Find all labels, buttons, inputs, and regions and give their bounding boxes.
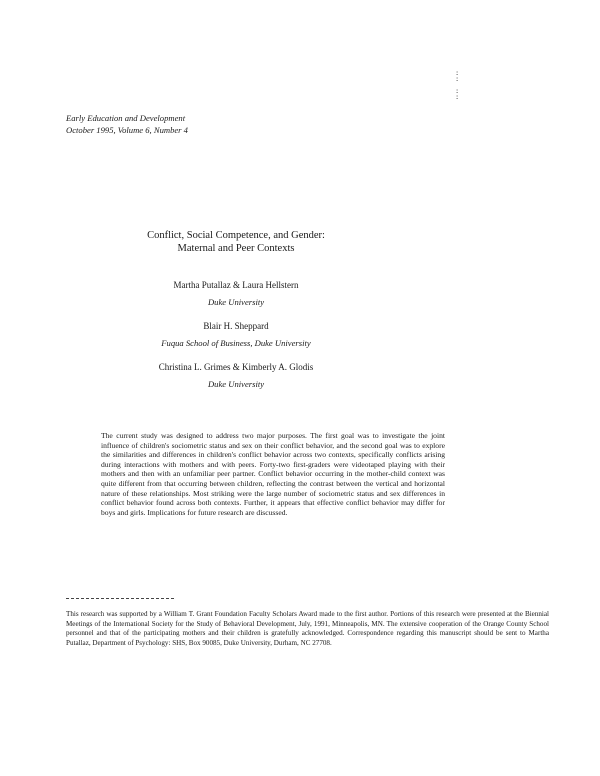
author-affiliation: Duke University — [207, 379, 265, 389]
abstract: The current study was designed to address two major purposes. The first goal was to investigate the joint influence of children's sociometric status and sex on their conflict behavior, and the second goal was to explore the similarities and differences in children's conflict behavior across two contexts, specifically conflicts arising during interactions with mothers and with peers. Forty-two first-graders were videotaped playing with their mothers and then with an unfamiliar peer partner. Conflict behavior occurring in the mother-child context was quite different from that occurring between children, reflecting the contrast between the vertical and horizontal nature of these relationships. Most striking were the large number of sociometric status and sex differences in conflict behavior found across both contexts. Further, it appears that effective conflict behavior may differ for boys and girls. Implications for future research are discussed. — [101, 431, 445, 517]
title-line-2: Maternal and Peer Contexts — [177, 243, 295, 254]
journal-name: Early Education and Development — [66, 113, 186, 123]
margin-marks: : : : : — [455, 69, 460, 101]
author-affiliation: Fuqua School of Business, Duke University — [161, 338, 311, 348]
title-line-1: Conflict, Social Competence, and Gender: — [147, 230, 325, 241]
author-names: Christina L. Grimes & Kimberly A. Glodis — [158, 362, 314, 372]
author-group-1 — [100, 279, 372, 308]
author-group-3 — [100, 361, 372, 390]
footnote: This research was supported by a William T. Grant Foundation Faculty Scholars Award made to the first author. Portions of this research were presented at the Biennial Meetings of the International Society for the Study of Behavioral Development, July, 1991, Minneapolis, MN. The extensive cooperation of the Orange County School personnel and that of the participating mothers and their children is gratefully acknowledged. Correspondence regarding this manuscript should be sent to Martha Putallaz, Department of Psychology: SHS, Box 90085, Duke University, Durham, NC 27708. — [66, 610, 549, 647]
journal-issue: October 1995, Volume 6, Number 4 — [66, 125, 188, 135]
footnote-rule — [66, 598, 174, 599]
article-title — [100, 229, 372, 255]
author-names: Blair H. Sheppard — [203, 321, 269, 331]
journal-header — [66, 112, 188, 136]
author-affiliation: Duke University — [207, 297, 265, 307]
author-group-2 — [100, 320, 372, 349]
author-names: Martha Putallaz & Laura Hellstern — [173, 280, 299, 290]
